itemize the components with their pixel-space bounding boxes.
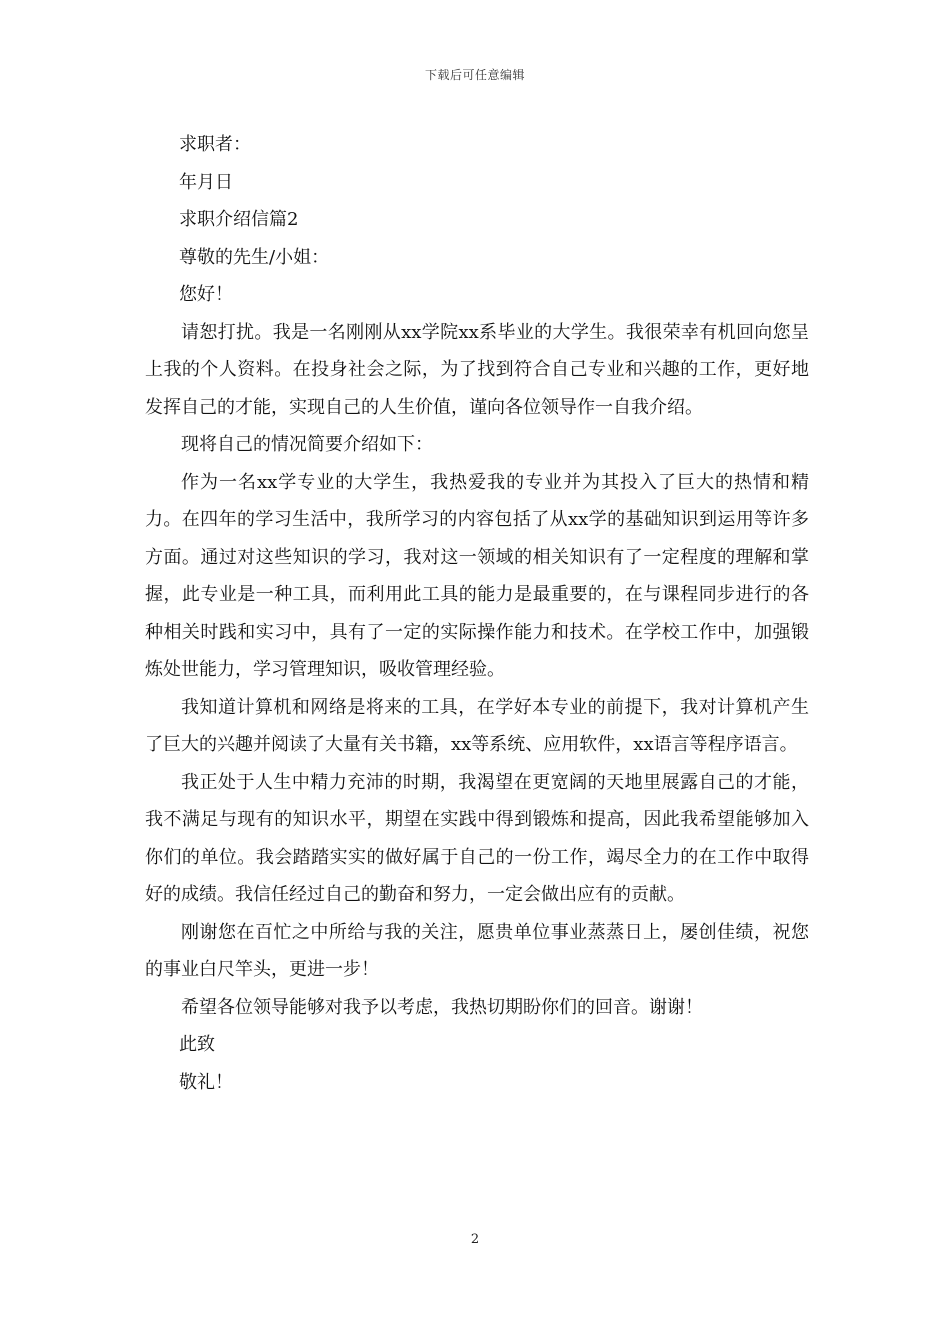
paragraph-intro: 请恕打扰。我是一名刚刚从xx学院xx系毕业的大学生。我很荣幸有机回向您呈上我的个人资料。在投身社会之际，为了找到符合自己专业和兴趣的工作，更好地发挥自己的才能，实现自己的人生价值，谨向各位领导作一自我介绍。 xyxy=(145,321,809,418)
salutation: 尊敬的先生/小姐： xyxy=(179,246,330,268)
page-number: 2 xyxy=(470,1232,480,1247)
paragraph-overview: 现将自己的情况简要介绍如下： xyxy=(181,434,433,455)
signoff-applicant: 求职者： xyxy=(179,134,251,155)
signoff-date: 年月日 xyxy=(179,171,233,193)
letter-body xyxy=(145,126,809,1101)
header-note: 下载后可任意编辑 xyxy=(424,68,525,82)
paragraph-hope: 希望各位领导能够对我予以考虑，我热切期盼你们的回音。谢谢！ xyxy=(181,996,703,1018)
paragraph-major: 作为一名xx学专业的大学生，我热爱我的专业并为其投入了巨大的热情和精力。在四年的学习生活中，我所学习的内容包括了从xx学的基础知识到运用等许多方面。通过对这些知识的学习，我对这一领域的相关知识有了一定程度的理解和掌握，此专业是一种工具，而利用此工具的能力是最重要的，在与课程同步进行的各种相关时践和实习中，具有了一定的实际操作能力和技术。在学校工作中，加强锻炼处世能力，学习管理知识，吸收管理经验。 xyxy=(145,471,809,680)
letter-title: 求职介绍信篇2 xyxy=(179,209,299,230)
paragraph-aspiration: 我正处于人生中精力充沛的时期，我渴望在更宽阔的天地里展露自己的才能，我不满足与现有的知识水平，期望在实践中得到锻炼和提高，因此我希望能够加入你们的单位。我会踏踏实实的做好属于自己的一份工作，竭尽全力的在工作中取得好的成绩。我信任经过自己的勤奋和努力，一定会做出应有的贡献。 xyxy=(145,771,809,905)
paragraph-thanks: 刚谢您在百忙之中所给与我的关注，愿贵单位事业蒸蒸日上，屡创佳绩，祝您的事业白尺竿头，更进一步！ xyxy=(145,921,809,980)
paragraph-computer: 我知道计算机和网络是将来的工具，在学好本专业的前提下，我对计算机产生了巨大的兴趣并阅读了大量有关书籍，xx等系统、应用软件，xx语言等程序语言。 xyxy=(145,696,809,755)
greeting: 您好！ xyxy=(179,284,233,305)
closing-regards: 此致 xyxy=(179,1034,215,1055)
closing-salute: 敬礼！ xyxy=(179,1071,233,1093)
